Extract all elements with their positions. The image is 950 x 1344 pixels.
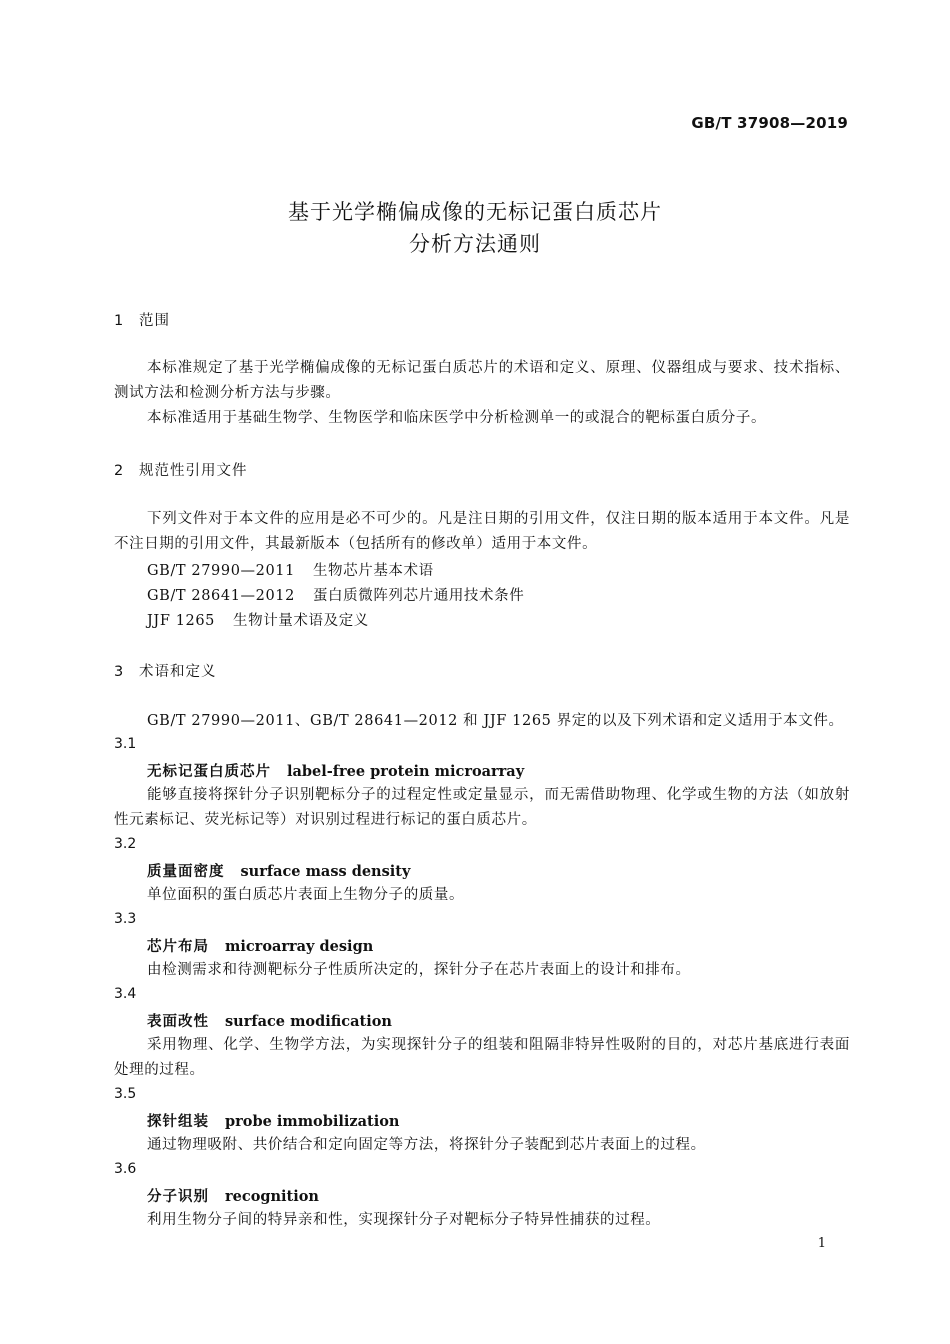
clause-number: 3.4 xyxy=(114,986,137,1002)
term-definition: 能够直接将探针分子识别靶标分子的过程定性或定量显示，而无需借助物理、化学或生物的方法（如放射性元素标记、荧光标记等）对识别过程进行标记的蛋白质芯片。 xyxy=(114,787,850,828)
term-heading xyxy=(147,1010,392,1031)
term-chinese: 分子识别 xyxy=(147,1189,209,1205)
section-3-intro: GB/T 27990—2011、GB/T 28641—2012 和 JJF 1265 界定的以及下列术语和定义适用于本文件。 xyxy=(147,713,844,729)
clause-number: 3.2 xyxy=(114,836,137,852)
section-1-paragraph-1: 本标准规定了基于光学椭偏成像的无标记蛋白质芯片的术语和定义、原理、仪器组成与要求、技术指标、测试方法和检测分析方法与步骤。 xyxy=(114,360,850,401)
term-chinese: 质量面密度 xyxy=(147,864,225,880)
reference-code: JJF 1265 xyxy=(147,613,215,629)
term-definition: 通过物理吸附、共价结合和定向固定等方法，将探针分子装配到芯片表面上的过程。 xyxy=(147,1137,706,1153)
clause-number: 3.3 xyxy=(114,911,137,927)
section-number: 2 xyxy=(114,463,125,479)
reference-item xyxy=(147,559,434,580)
term-english: recognition xyxy=(225,1188,319,1205)
reference-item xyxy=(147,584,524,605)
term-heading xyxy=(147,1185,319,1206)
clause-number: 3.5 xyxy=(114,1086,137,1102)
section-3-heading xyxy=(114,660,217,681)
clause-number: 3.1 xyxy=(114,736,137,752)
section-1-paragraph-2: 本标准适用于基础生物学、生物医学和临床医学中分析检测单一的或混合的靶标蛋白质分子。 xyxy=(147,410,767,426)
clause-number: 3.6 xyxy=(114,1161,137,1177)
section-title: 范围 xyxy=(139,313,170,329)
document-title-line-1: 基于光学椭偏成像的无标记蛋白质芯片 xyxy=(288,200,662,224)
term-definition: 采用物理、化学、生物学方法，为实现探针分子的组装和阻隔非特异性吸附的目的，对芯片基底进行表面处理的过程。 xyxy=(114,1037,850,1078)
term-definition: 由检测需求和待测靶标分子性质所决定的，探针分子在芯片表面上的设计和排布。 xyxy=(147,962,691,978)
section-number: 1 xyxy=(114,313,125,329)
reference-code: GB/T 27990—2011 xyxy=(147,563,295,579)
term-english: surface mass density xyxy=(240,863,411,880)
standard-code: GB/T 37908—2019 xyxy=(691,114,848,132)
section-title: 术语和定义 xyxy=(139,664,217,680)
term-english: probe immobilization xyxy=(225,1113,400,1130)
reference-item xyxy=(147,609,369,630)
term-heading xyxy=(147,935,373,956)
reference-title: 蛋白质微阵列芯片通用技术条件 xyxy=(312,588,525,604)
term-chinese: 芯片布局 xyxy=(147,939,209,955)
term-english: label-free protein microarray xyxy=(287,763,525,780)
term-english: microarray design xyxy=(225,938,374,955)
section-1-heading xyxy=(114,309,170,330)
term-heading xyxy=(147,760,524,781)
reference-code: GB/T 28641—2012 xyxy=(147,588,295,604)
term-chinese: 探针组装 xyxy=(147,1114,209,1130)
term-definition: 利用生物分子间的特异亲和性，实现探针分子对靶标分子特异性捕获的过程。 xyxy=(147,1212,661,1228)
term-english: surface modification xyxy=(225,1013,392,1030)
page-number: 1 xyxy=(817,1236,826,1251)
section-title: 规范性引用文件 xyxy=(139,463,248,479)
term-chinese: 表面改性 xyxy=(147,1014,209,1030)
section-2-heading xyxy=(114,459,248,480)
reference-title: 生物计量术语及定义 xyxy=(233,613,369,629)
section-number: 3 xyxy=(114,664,125,680)
term-heading xyxy=(147,1110,399,1131)
term-chinese: 无标记蛋白质芯片 xyxy=(147,764,271,780)
document-title-line-2: 分析方法通则 xyxy=(409,232,541,256)
reference-title: 生物芯片基本术语 xyxy=(312,563,434,579)
term-definition: 单位面积的蛋白质芯片表面上生物分子的质量。 xyxy=(147,887,465,903)
section-2-paragraph-1: 下列文件对于本文件的应用是必不可少的。凡是注日期的引用文件，仅注日期的版本适用于本文件。凡是不注日期的引用文件，其最新版本（包括所有的修改单）适用于本文件。 xyxy=(114,511,850,552)
term-heading xyxy=(147,860,410,881)
